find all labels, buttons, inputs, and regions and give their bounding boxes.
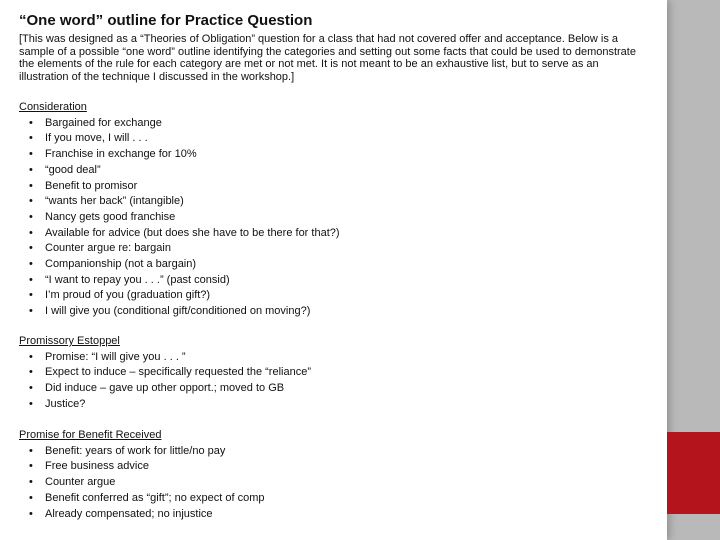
bullet-icon: • xyxy=(29,195,33,208)
list-item xyxy=(29,444,265,460)
list-item-text: Expect to induce – specifically requested the “reliance” xyxy=(45,366,311,379)
list-item xyxy=(29,459,265,475)
list-item xyxy=(29,163,340,179)
list-item xyxy=(29,116,340,132)
list-item xyxy=(29,194,340,210)
list-item-text: “wants her back” (intangible) xyxy=(45,195,184,208)
list-item-text: Promise: “I will give you . . . ” xyxy=(45,350,186,363)
accent-bar xyxy=(667,432,720,514)
list-item-text: Free business advice xyxy=(45,460,149,473)
list-item xyxy=(29,257,340,273)
list-item xyxy=(29,381,311,397)
list-item-text: Justice? xyxy=(45,397,86,410)
list-item-text: Franchise in exchange for 10% xyxy=(45,148,197,161)
list-item-text: Counter argue re: bargain xyxy=(45,242,171,255)
section-heading: Consideration xyxy=(19,101,87,113)
section-heading: Promise for Benefit Received xyxy=(19,429,162,441)
section-consideration xyxy=(19,100,340,320)
section-promissory-estoppel xyxy=(19,334,311,413)
list-item-text: “good deal” xyxy=(45,163,101,176)
list-item-text: I will give you (conditional gift/conditioned on moving?) xyxy=(45,305,311,318)
bullet-icon: • xyxy=(29,116,33,129)
list-item xyxy=(29,210,340,226)
bullet-list xyxy=(19,444,265,523)
list-item-text: Counter argue xyxy=(45,476,116,489)
bullet-icon: • xyxy=(29,460,33,473)
list-item-text: Companionship (not a bargain) xyxy=(45,258,197,271)
list-item xyxy=(29,475,265,491)
bullet-icon: • xyxy=(29,366,33,379)
bullet-icon: • xyxy=(29,179,33,192)
bullet-icon: • xyxy=(29,305,33,318)
slide-title: “One word” outline for Practice Question xyxy=(19,12,313,29)
list-item xyxy=(29,273,340,289)
list-item-text: Did induce – gave up other opport.; moved to GB xyxy=(45,382,285,395)
bullet-icon: • xyxy=(29,444,33,457)
list-item xyxy=(29,131,340,147)
bullet-icon: • xyxy=(29,148,33,161)
list-item xyxy=(29,241,340,257)
list-item-text: Already compensated; no injustice xyxy=(45,507,213,520)
bullet-icon: • xyxy=(29,476,33,489)
list-item-text: Bargained for exchange xyxy=(45,116,162,129)
list-item xyxy=(29,397,311,413)
bullet-icon: • xyxy=(29,242,33,255)
list-item xyxy=(29,226,340,242)
list-item xyxy=(29,179,340,195)
intro-paragraph: [This was designed as a “Theories of Obligation” question for a class that had not covered offer and acceptance. Below is a sample of a possible “one word” outline identifying the categories and setting out some facts that could be used to demonstrate the elements of the rule for each category are met or not met. It is not meant to be an exhaustive list, but to serve as an illustration of the technique I discussed in the workshop.] xyxy=(19,33,636,83)
list-item-text: Benefit: years of work for little/no pay xyxy=(45,444,226,457)
section-heading: Promissory Estoppel xyxy=(19,335,120,347)
list-item-text: I’m proud of you (graduation gift?) xyxy=(45,289,211,302)
bullet-icon: • xyxy=(29,397,33,410)
list-item xyxy=(29,147,340,163)
bullet-icon: • xyxy=(29,132,33,145)
bullet-icon: • xyxy=(29,507,33,520)
bullet-icon: • xyxy=(29,226,33,239)
list-item xyxy=(29,491,265,507)
list-item xyxy=(29,288,340,304)
bullet-icon: • xyxy=(29,273,33,286)
bullet-list xyxy=(19,350,311,413)
list-item xyxy=(29,365,311,381)
bullet-icon: • xyxy=(29,163,33,176)
bullet-icon: • xyxy=(29,382,33,395)
list-item-text: Benefit conferred as “gift”; no expect of comp xyxy=(45,491,265,504)
bullet-icon: • xyxy=(29,210,33,223)
bullet-icon: • xyxy=(29,491,33,504)
list-item-text: Nancy gets good franchise xyxy=(45,210,176,223)
list-item xyxy=(29,304,340,320)
bullet-icon: • xyxy=(29,289,33,302)
list-item xyxy=(29,507,265,523)
list-item-text: Benefit to promisor xyxy=(45,179,138,192)
bullet-icon: • xyxy=(29,350,33,363)
list-item-text: If you move, I will . . . xyxy=(45,132,148,145)
list-item-text: “I want to repay you . . .” (past consid) xyxy=(45,273,230,286)
list-item-text: Available for advice (but does she have to be there for that?) xyxy=(45,226,340,239)
section-promise-for-benefit xyxy=(19,428,265,522)
list-item xyxy=(29,350,311,366)
bullet-list xyxy=(19,116,340,320)
bullet-icon: • xyxy=(29,258,33,271)
